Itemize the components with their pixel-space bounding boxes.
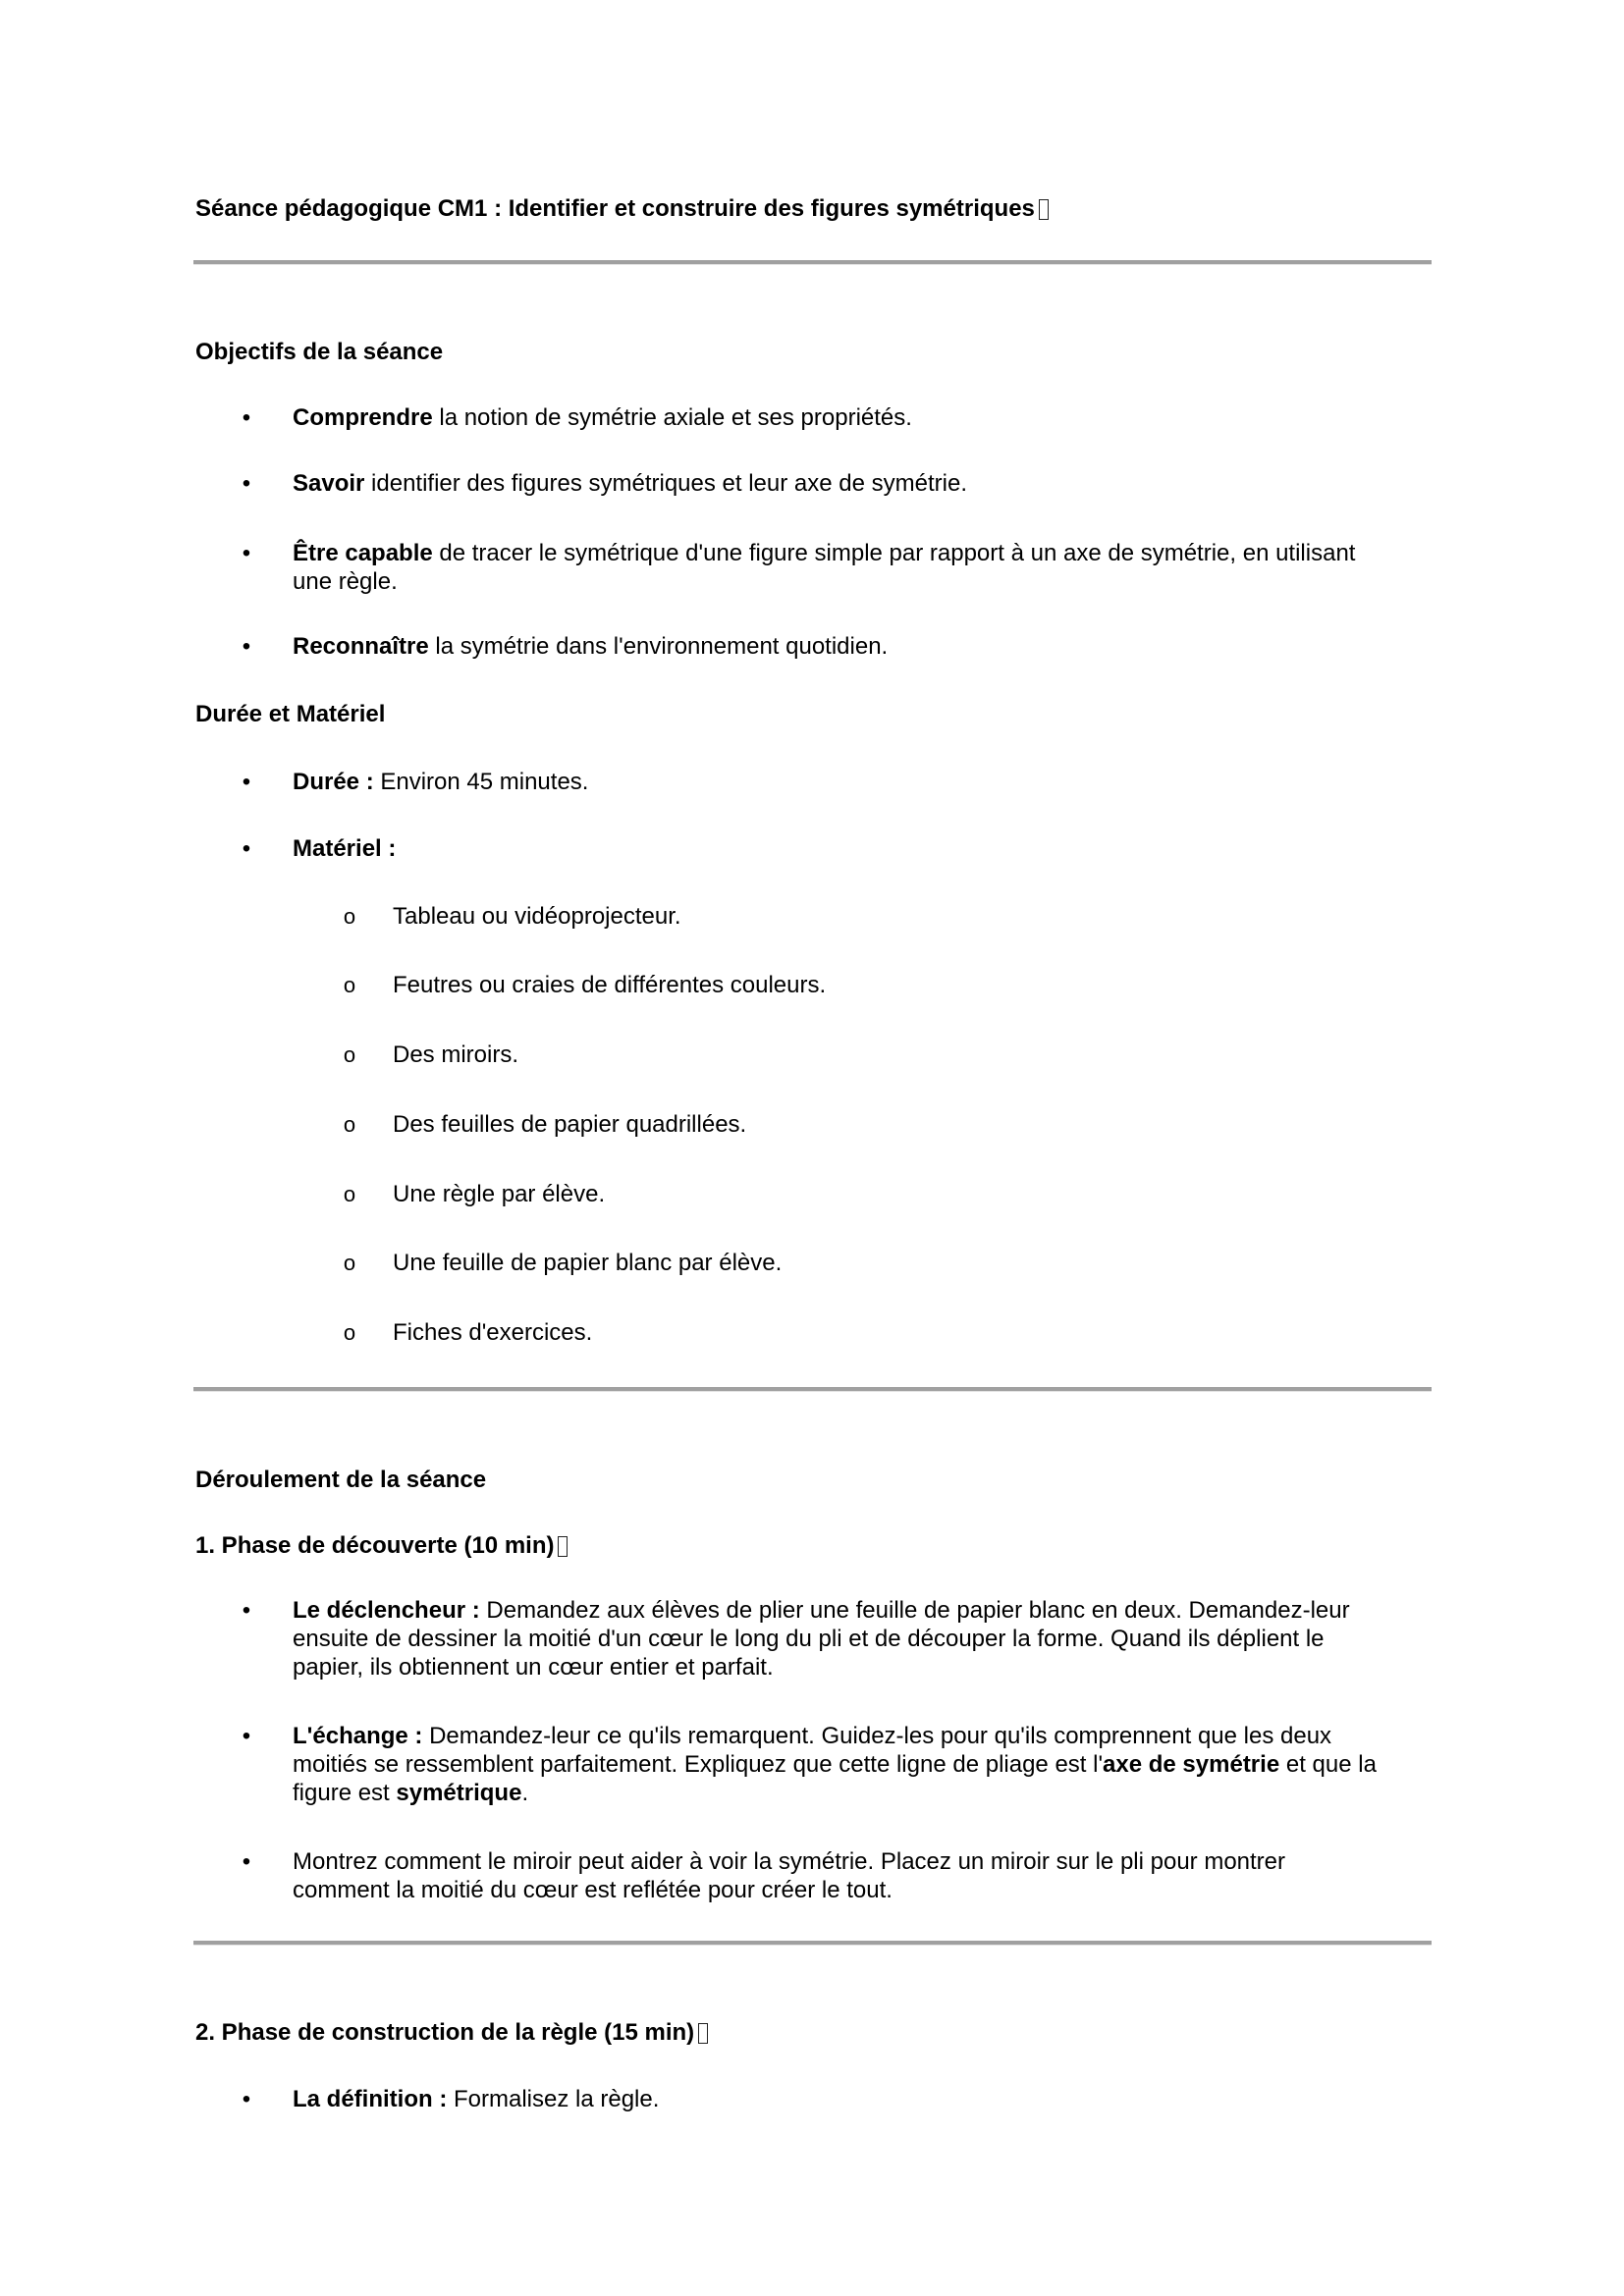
- circle-bullet-icon: o: [343, 973, 356, 997]
- horizontal-rule: [193, 1387, 1432, 1392]
- text: ensuite de dessiner la moitié d'un cœur le long du pli et de découper la forme. Quand ils déplient le: [293, 1626, 1325, 1652]
- horizontal-rule: [193, 1941, 1432, 1946]
- phase1-heading-text: 1. Phase de découverte (10 min): [195, 1532, 555, 1559]
- text-line: [293, 567, 1355, 596]
- text-line: [293, 1876, 1285, 1904]
- circle-bullet-icon: o: [343, 1320, 356, 1345]
- horizontal-rule: [193, 260, 1432, 265]
- text-line: [293, 403, 912, 432]
- section-heading-objectives: Objectifs de la séance: [195, 339, 444, 365]
- list-item-text: [293, 632, 888, 661]
- text: Environ 45 minutes.: [373, 769, 589, 795]
- text-line: [293, 1653, 1350, 1682]
- material-item-text: Des miroirs.: [393, 1041, 519, 1068]
- material-item-text: Fiches d'exercices.: [393, 1319, 593, 1346]
- bullet-icon: •: [242, 404, 251, 431]
- material-item-text: Tableau ou vidéoprojecteur.: [393, 903, 681, 930]
- bullet-icon: •: [242, 835, 251, 862]
- bold-text: Comprendre: [293, 404, 433, 431]
- bold-text: La définition :: [293, 2086, 448, 2112]
- text: moitiés se ressemblent parfaitement. Expliquez que cette ligne de pliage est l': [293, 1751, 1104, 1778]
- text-line: [293, 539, 1355, 567]
- list-item-text: [293, 834, 396, 863]
- list-item-text: [293, 768, 588, 796]
- bold-text: Être capable: [293, 540, 433, 566]
- title-text: Séance pédagogique CM1 : Identifier et construire des figures symétriques: [195, 195, 1035, 222]
- list-item-text: [293, 469, 967, 498]
- text: figure est: [293, 1780, 397, 1806]
- bold-text: Savoir: [293, 470, 365, 497]
- missing-glyph-icon: [1039, 199, 1049, 220]
- text: une règle.: [293, 568, 398, 595]
- text-line: [293, 2085, 659, 2113]
- section-heading-duration-material: Durée et Matériel: [195, 701, 386, 727]
- phase2-heading: [195, 2018, 708, 2047]
- bullet-icon: •: [242, 2086, 251, 2112]
- text-line: [293, 1779, 1377, 1807]
- phase2-heading-text: 2. Phase de construction de la règle (15 min): [195, 2019, 695, 2046]
- bold-text: Le déclencheur :: [293, 1597, 480, 1624]
- bullet-icon: •: [242, 1723, 251, 1749]
- bold-text: Matériel :: [293, 835, 397, 862]
- circle-bullet-icon: o: [343, 904, 356, 929]
- bold-text: Durée :: [293, 769, 374, 795]
- text-line: [293, 768, 588, 796]
- text: identifier des figures symétriques et leur axe de symétrie.: [364, 470, 967, 497]
- document-title: [195, 194, 1049, 223]
- text-line: [293, 1750, 1377, 1779]
- text-line: [293, 469, 967, 498]
- bullet-icon: •: [242, 633, 251, 660]
- material-item-text: Feutres ou craies de différentes couleurs.: [393, 972, 827, 998]
- list-item-text: [293, 2085, 659, 2113]
- circle-bullet-icon: o: [343, 1182, 356, 1206]
- bold-text: symétrique: [396, 1780, 522, 1806]
- bullet-icon: •: [242, 1597, 251, 1624]
- text-line: [293, 1722, 1377, 1750]
- text: Formalisez la règle.: [447, 2086, 660, 2112]
- text-line: [293, 1596, 1350, 1625]
- list-item-text: [293, 403, 912, 432]
- text: Demandez aux élèves de plier une feuille de papier blanc en deux. Demandez-leur: [479, 1597, 1350, 1624]
- text: la symétrie dans l'environnement quotidien.: [428, 633, 889, 660]
- material-item-text: Une règle par élève.: [393, 1181, 606, 1207]
- list-item-text: [293, 1847, 1285, 1904]
- bullet-icon: •: [242, 470, 251, 497]
- bold-text: axe de symétrie: [1103, 1751, 1280, 1778]
- bold-text: L'échange :: [293, 1723, 423, 1749]
- bold-text: Reconnaître: [293, 633, 429, 660]
- missing-glyph-icon: [698, 2023, 708, 2044]
- text: et que la: [1279, 1751, 1377, 1778]
- text: .: [521, 1780, 529, 1806]
- text: papier, ils obtiennent un cœur entier et parfait.: [293, 1654, 774, 1681]
- list-item-text: [293, 539, 1355, 596]
- circle-bullet-icon: o: [343, 1112, 356, 1137]
- text: Montrez comment le miroir peut aider à voir la symétrie. Placez un miroir sur le pli pour montrer: [293, 1848, 1286, 1875]
- circle-bullet-icon: o: [343, 1042, 356, 1067]
- missing-glyph-icon: [558, 1536, 568, 1557]
- text-line: [293, 632, 888, 661]
- bullet-icon: •: [242, 540, 251, 566]
- bullet-icon: •: [242, 769, 251, 795]
- material-item-text: Une feuille de papier blanc par élève.: [393, 1250, 783, 1276]
- bullet-icon: •: [242, 1848, 251, 1875]
- list-item-text: [293, 1722, 1377, 1807]
- text-line: [293, 1847, 1285, 1876]
- section-heading-progress: Déroulement de la séance: [195, 1467, 487, 1493]
- text: comment la moitié du cœur est reflétée pour créer le tout.: [293, 1877, 893, 1903]
- list-item-text: [293, 1596, 1350, 1682]
- text: la notion de symétrie axiale et ses propriétés.: [432, 404, 912, 431]
- text: de tracer le symétrique d'une figure simple par rapport à un axe de symétrie, en utilisant: [432, 540, 1356, 566]
- text-line: [293, 834, 396, 863]
- phase1-heading: [195, 1531, 568, 1560]
- text-line: [293, 1625, 1350, 1653]
- text: Demandez-leur ce qu'ils remarquent. Guidez-les pour qu'ils comprennent que les deux: [422, 1723, 1332, 1749]
- circle-bullet-icon: o: [343, 1251, 356, 1275]
- material-item-text: Des feuilles de papier quadrillées.: [393, 1111, 747, 1138]
